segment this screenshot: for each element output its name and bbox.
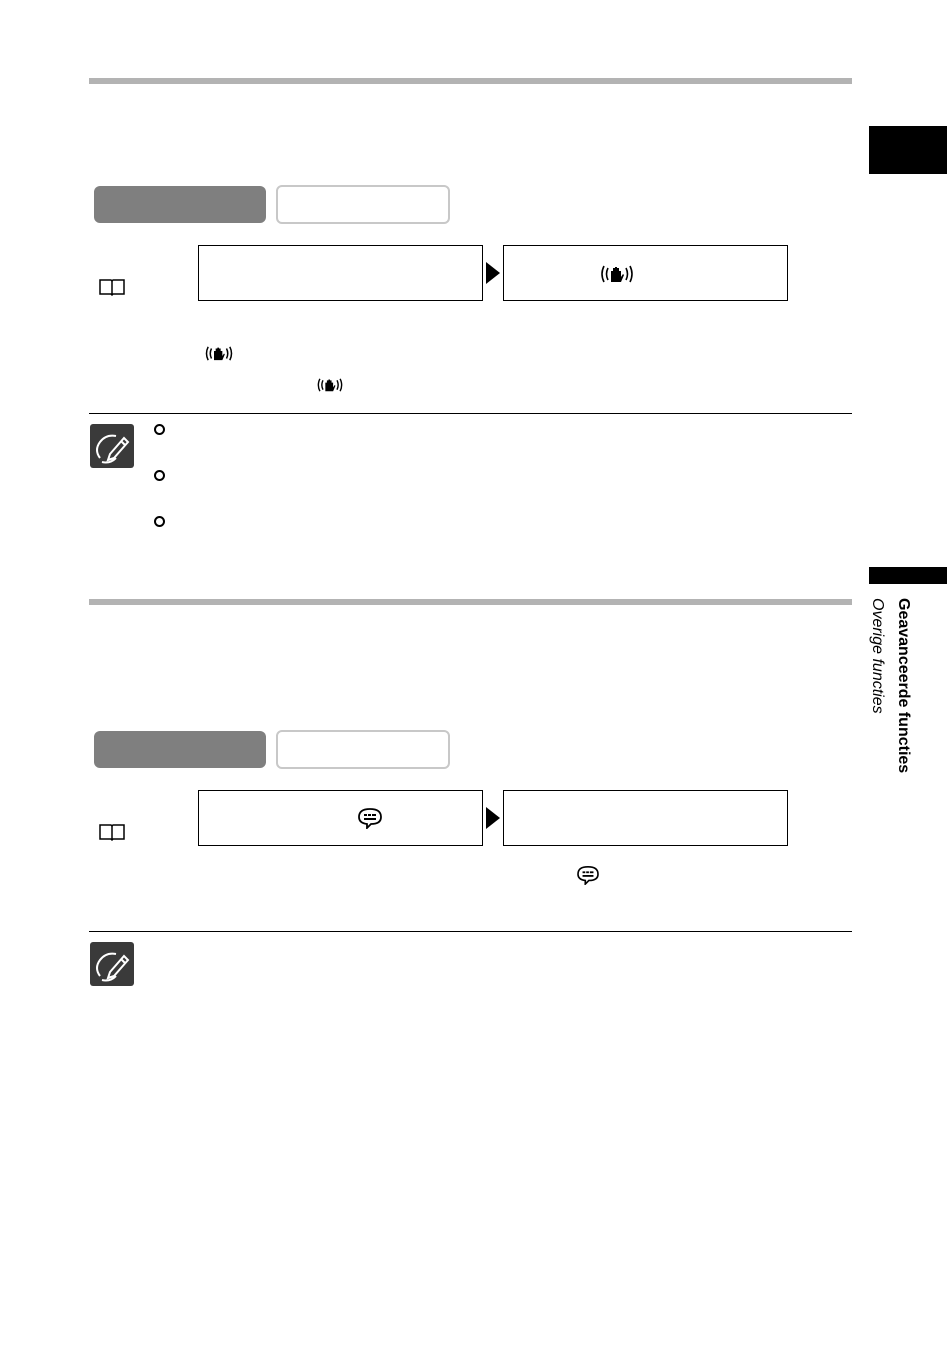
circle-bullet-icon <box>154 424 165 435</box>
menu-box-2 <box>503 245 788 301</box>
triangle-right-icon <box>486 807 500 829</box>
mode-tab-active-1 <box>94 186 266 223</box>
note-pencil-icon <box>90 942 134 986</box>
chapter-tab-mid <box>869 567 947 584</box>
notes-rule-1 <box>89 413 852 414</box>
speech-bubble-icon <box>357 807 383 829</box>
side-chapter-subtitle: Overige functies <box>869 598 886 714</box>
triangle-right-icon <box>486 262 500 284</box>
note-pencil-icon <box>90 424 134 468</box>
section-rule-1 <box>89 78 852 84</box>
circle-bullet-icon <box>154 516 165 527</box>
chapter-tab-top <box>869 126 947 174</box>
side-chapter-label <box>866 598 926 798</box>
mode-tab-active-2 <box>94 731 266 768</box>
image-stabilizer-icon <box>204 344 234 363</box>
image-stabilizer-icon <box>316 376 344 394</box>
mode-tab-inactive-2 <box>276 730 450 769</box>
speech-bubble-icon <box>576 865 600 885</box>
side-chapter-title: Geavanceerde functies <box>895 598 912 774</box>
section-rule-2 <box>89 599 852 605</box>
notes-rule-2 <box>89 931 852 932</box>
menu-box-4 <box>503 790 788 846</box>
menu-box-3 <box>198 790 483 846</box>
mode-tab-inactive-1 <box>276 185 450 224</box>
book-icon <box>99 278 125 296</box>
circle-bullet-icon <box>154 470 165 481</box>
book-icon <box>99 823 125 841</box>
image-stabilizer-icon <box>599 263 635 285</box>
menu-box-1 <box>198 245 483 301</box>
